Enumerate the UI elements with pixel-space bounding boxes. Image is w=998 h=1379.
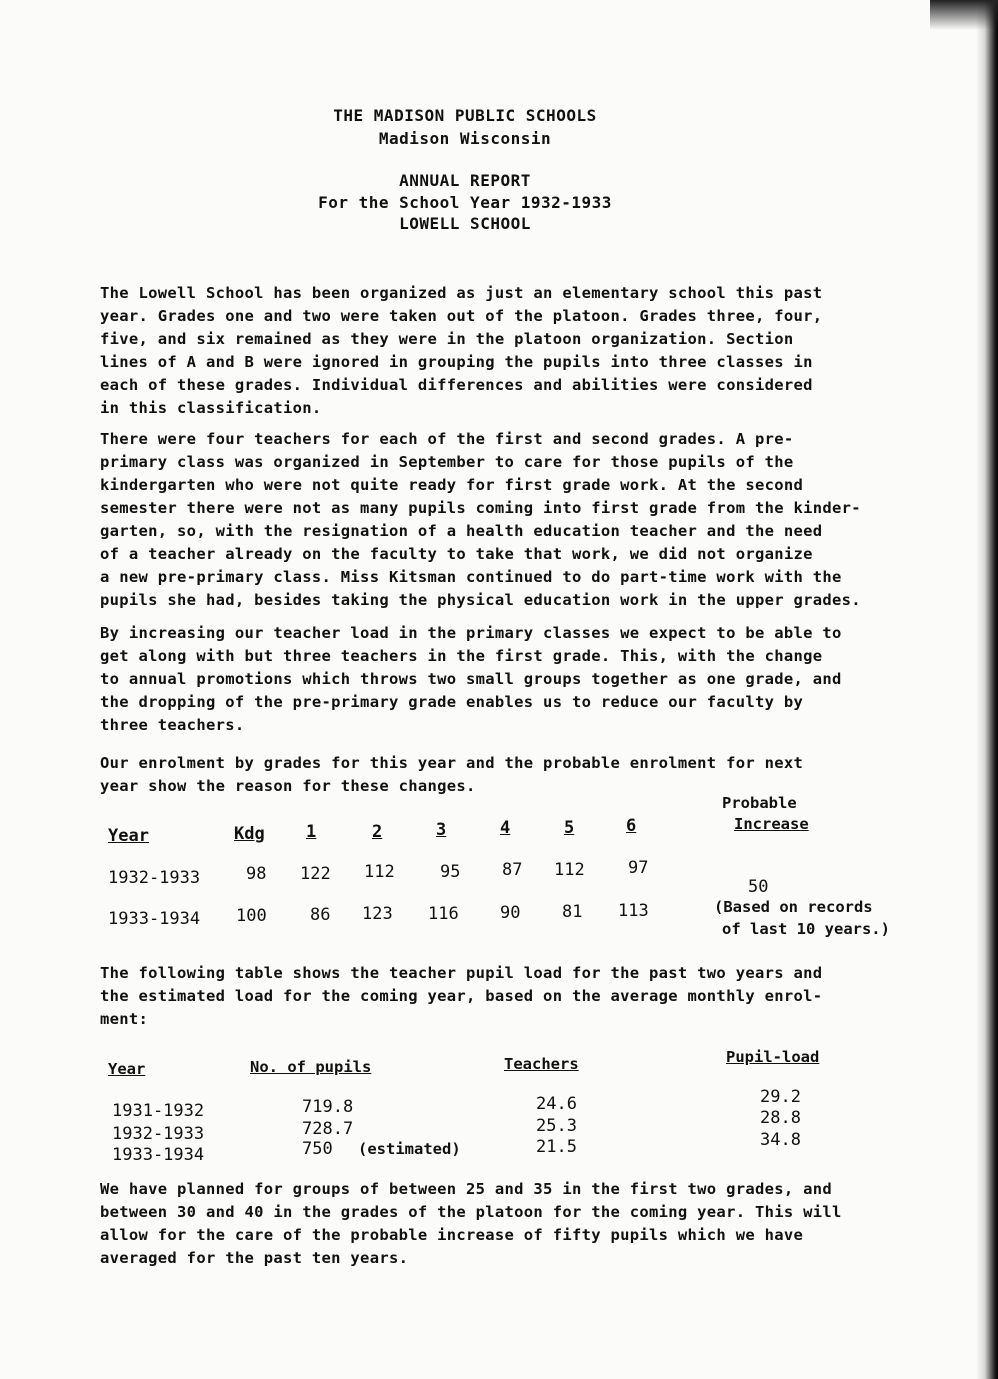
paragraph-planning: We have planned for groups of between 25 and 35 in the first two grades, and between 30 and 40 in the grades of the platoon for the coming year. This will allow for the care of the probable increase of fifty pupils which we have averaged for the past ten years.: [100, 1180, 842, 1267]
row-grade-6: 113: [618, 901, 649, 921]
row-kdg: 100: [236, 906, 267, 926]
row-year: 1932-1933: [112, 1124, 205, 1144]
increase-note-line1: (Based on records: [714, 898, 873, 916]
row-kdg: 98: [246, 864, 267, 884]
paragraph-organization: The Lowell School has been organized as just an elementary school this past year. Grades one and two were taken out of the platoon. Grades three, four, five, and six remained as they were in the platoon organization. Section lines of A and B were ignored in grouping the pupils into three classes in each of these grades. Individual differences and abilities were considered in this classification.: [100, 284, 823, 417]
header-grade-1: 1: [306, 822, 317, 842]
row-pupil-load: 34.8: [760, 1130, 801, 1150]
paragraph-enrolment-intro: Our enrolment by grades for this year and the probable enrolment for next year show the reason for these changes.: [100, 754, 804, 795]
city-state: Madison Wisconsin: [378, 129, 552, 148]
school-name: LOWELL SCHOOL: [399, 214, 531, 233]
row-teachers: 25.3: [536, 1116, 577, 1136]
header-kdg: Kdg: [234, 824, 265, 844]
increase-value: 50: [748, 877, 769, 897]
paragraph-teachers: There were four teachers for each of the first and second grades. A pre- primary class was organized in September to care for those pupils of the kindergarten who were not quite ready for first grade work. At the second semester there were not as many pupils coming into first grade from the kinder- garten, so, with the resignation of a health education teacher and the need of a teacher already on the faculty to take that work, we did not organize a new pre-primary class. Miss Kitsman continued to do part-time work with the pupils she had, besides taking the physical education work in the upper grades.: [100, 430, 861, 609]
header-pupils: No. of pupils: [250, 1058, 372, 1076]
row-grade-3: 116: [428, 904, 459, 924]
row-grade-3: 95: [440, 862, 461, 882]
row-year: 1933-1934: [112, 1145, 205, 1165]
row-pupils: 728.7: [302, 1119, 354, 1139]
school-year: For the School Year 1932-1933: [318, 193, 612, 212]
row-year: 1933-1934: [108, 909, 201, 929]
header-increase: Increase: [734, 815, 809, 833]
row-year: 1932-1933: [108, 868, 201, 888]
header-grade-5: 5: [564, 818, 575, 838]
paragraph-load-intro: The following table shows the teacher pupil load for the past two years and the estimated load for the coming year, based on the average monthly enrol- ment:: [100, 964, 823, 1028]
header-year: Year: [108, 1060, 146, 1078]
row-teachers: 24.6: [536, 1094, 577, 1114]
row-grade-1: 86: [310, 905, 331, 925]
row-pupils: 719.8: [302, 1097, 354, 1117]
report-title: ANNUAL REPORT: [399, 171, 531, 190]
row-grade-1: 122: [300, 864, 331, 884]
row-grade-5: 81: [562, 902, 583, 922]
row-grade-4: 87: [502, 860, 523, 880]
scan-corner-shadow: [930, 0, 998, 30]
header-grade-6: 6: [626, 816, 637, 836]
header-grade-3: 3: [436, 820, 447, 840]
header-probable: Probable: [722, 794, 797, 812]
row-grade-5: 112: [554, 860, 585, 880]
row-teachers: 21.5: [536, 1137, 577, 1157]
row-year: 1931-1932: [112, 1101, 205, 1121]
row-grade-2: 112: [364, 862, 395, 882]
row-grade-2: 123: [362, 904, 393, 924]
scan-edge-shadow: [976, 0, 998, 1379]
row-pupils: 750: [302, 1139, 333, 1159]
header-grade-4: 4: [500, 818, 511, 838]
row-pupil-load: 29.2: [760, 1087, 801, 1107]
header-teachers: Teachers: [504, 1055, 579, 1073]
row-grade-6: 97: [628, 858, 649, 878]
row-grade-4: 90: [500, 903, 521, 923]
district-name: THE MADISON PUBLIC SCHOOLS: [333, 106, 597, 125]
header-year: Year: [108, 826, 149, 846]
increase-note-line2: of last 10 years.): [722, 920, 890, 938]
row-note: (estimated): [358, 1140, 461, 1158]
header-pupil-load: Pupil-load: [726, 1048, 820, 1066]
paragraph-teacher-load: By increasing our teacher load in the primary classes we expect to be able to get along with but three teachers in the first grade. This, with the change to annual promotions which throws two small groups together as one grade, and the dropping of the pre-primary grade enables us to reduce our faculty by three teachers.: [100, 624, 842, 734]
row-pupil-load: 28.8: [760, 1108, 801, 1128]
header-grade-2: 2: [372, 822, 383, 842]
